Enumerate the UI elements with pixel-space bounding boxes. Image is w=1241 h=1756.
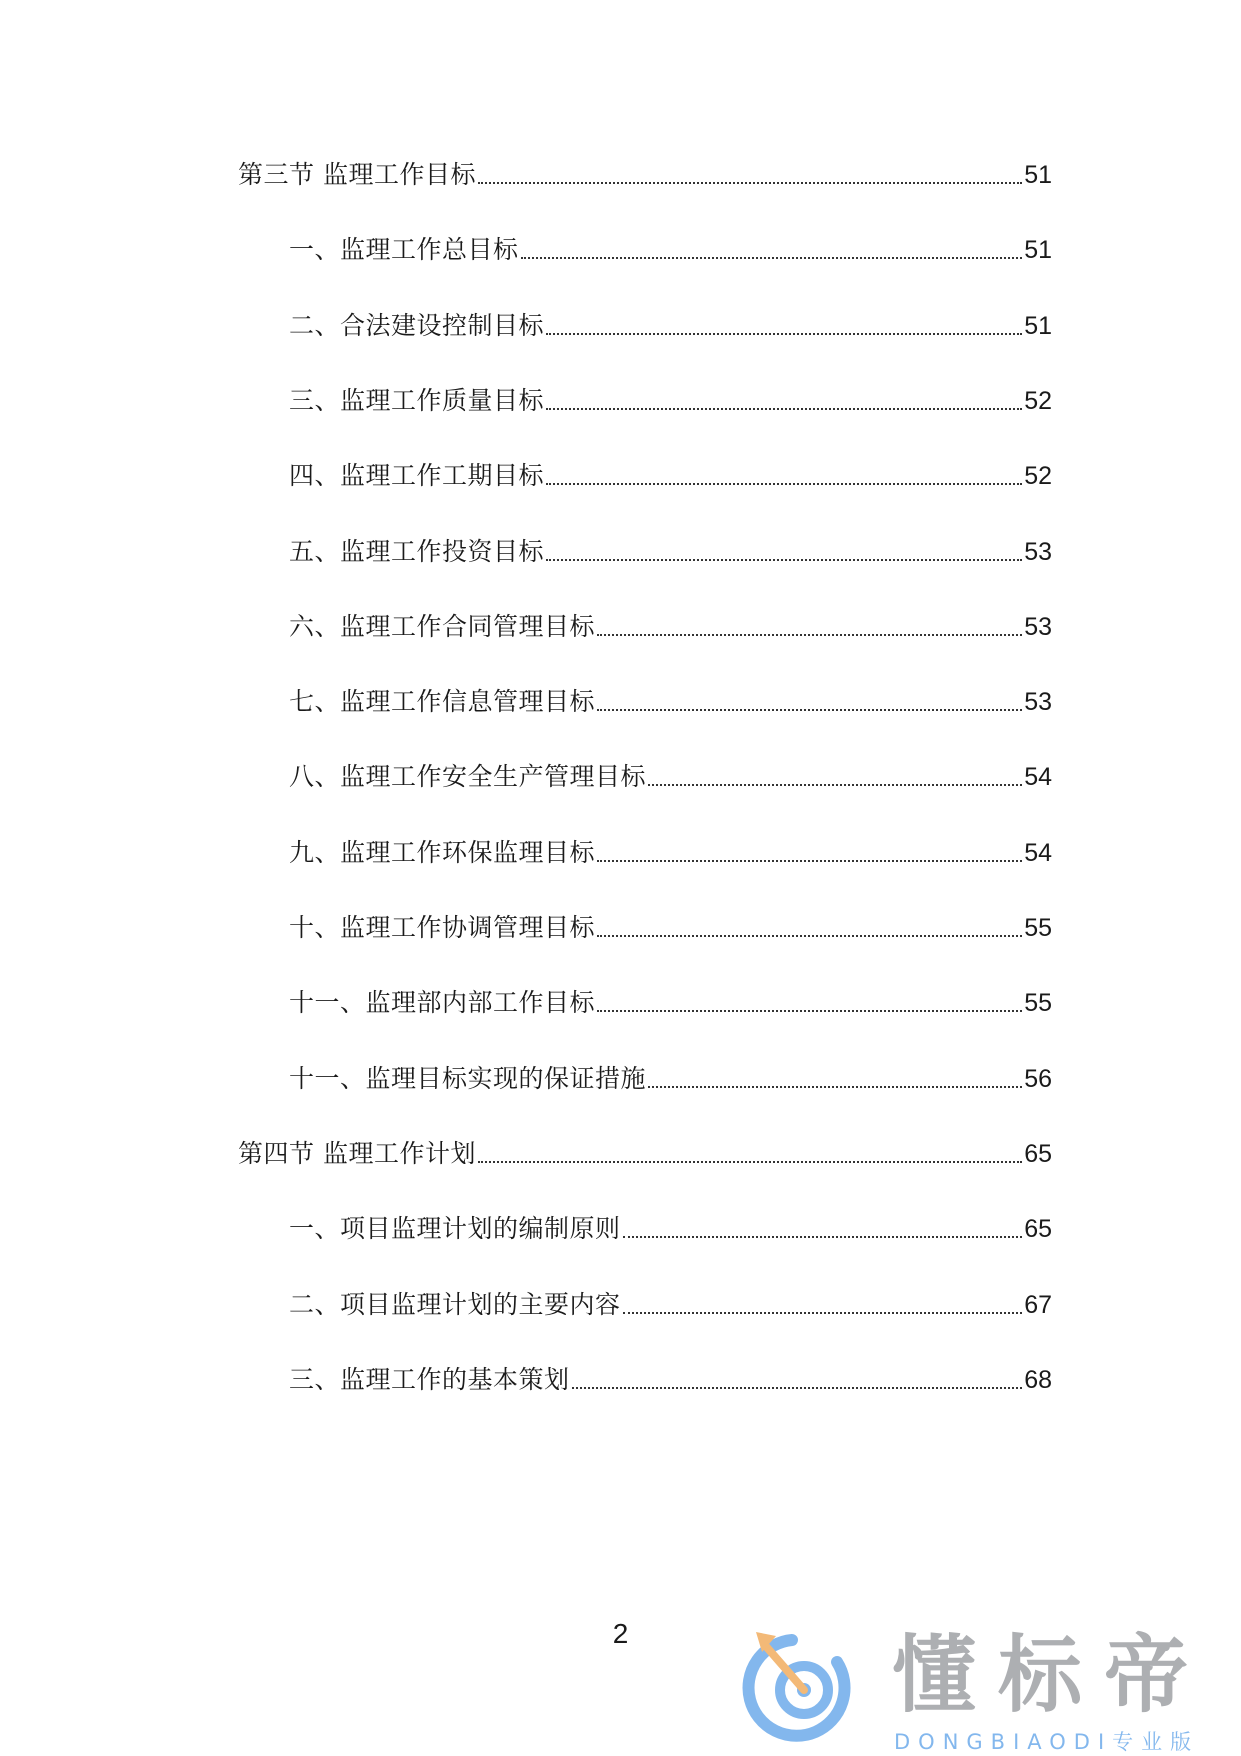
toc-entry[interactable] <box>289 1204 1052 1244</box>
toc-entry-page: 53 <box>1024 538 1052 566</box>
toc-entry-title: 八、监理工作安全生产管理目标 <box>289 762 647 791</box>
toc-entry[interactable] <box>238 1129 1052 1169</box>
toc-entry-title: 五、监理工作投资目标 <box>289 537 545 566</box>
toc-entry-page: 54 <box>1024 839 1052 867</box>
toc-entry-title: 三、监理工作的基本策划 <box>289 1365 570 1394</box>
toc-entry-page: 65 <box>1024 1215 1052 1243</box>
toc-entry[interactable] <box>289 1280 1052 1320</box>
toc-dot-leader <box>623 1312 1023 1314</box>
toc-entry-page: 67 <box>1024 1291 1052 1319</box>
toc-entry-title: 第四节 监理工作计划 <box>238 1139 476 1168</box>
watermark-subtitle: DONGBIAODI专业版 <box>894 1730 1200 1754</box>
toc-dot-leader <box>546 408 1022 410</box>
toc-entry-title: 六、监理工作合同管理目标 <box>289 612 596 641</box>
toc-entry[interactable] <box>289 451 1052 491</box>
toc-entry-page: 53 <box>1024 688 1052 716</box>
toc-dot-leader <box>597 1010 1022 1012</box>
toc-entry-page: 51 <box>1024 161 1052 189</box>
toc-dot-leader <box>546 559 1022 561</box>
toc-entry[interactable] <box>289 301 1052 341</box>
toc-entry[interactable] <box>238 150 1052 190</box>
toc-entry-page: 68 <box>1024 1366 1052 1394</box>
toc-dot-leader <box>597 860 1022 862</box>
toc-entry-page: 54 <box>1024 763 1052 791</box>
toc-entry-page: 53 <box>1024 613 1052 641</box>
toc-dot-leader <box>597 709 1022 711</box>
toc-entry[interactable] <box>289 903 1052 943</box>
toc-entry[interactable] <box>289 602 1052 642</box>
toc-entry-title: 十、监理工作协调管理目标 <box>289 913 596 942</box>
toc-entry-page: 51 <box>1024 312 1052 340</box>
toc-entry-page: 52 <box>1024 462 1052 490</box>
toc-entry[interactable] <box>289 225 1052 265</box>
toc-dot-leader <box>648 1086 1022 1088</box>
toc-entry-title: 二、合法建设控制目标 <box>289 311 545 340</box>
toc-entry-title: 一、监理工作总目标 <box>289 235 519 264</box>
watermark-brand: 懂标帝 <box>892 1626 1211 1724</box>
toc-entry-title: 十一、监理目标实现的保证措施 <box>289 1064 647 1093</box>
toc-entry[interactable] <box>289 978 1052 1018</box>
toc-dot-leader <box>597 935 1022 937</box>
toc-entry[interactable] <box>289 1355 1052 1395</box>
toc-entry-title: 一、项目监理计划的编制原则 <box>289 1214 621 1243</box>
target-arrow-icon <box>742 1622 872 1752</box>
watermark <box>742 1622 1222 1752</box>
toc-entry[interactable] <box>289 376 1052 416</box>
toc-entry[interactable] <box>289 677 1052 717</box>
toc-entry-title: 七、监理工作信息管理目标 <box>289 687 596 716</box>
page-number: 2 <box>612 1618 629 1649</box>
toc-entry-title: 四、监理工作工期目标 <box>289 461 545 490</box>
toc-entry-page: 56 <box>1024 1065 1052 1093</box>
toc-entry-page: 55 <box>1024 914 1052 942</box>
toc-dot-leader <box>597 634 1022 636</box>
toc-dot-leader <box>572 1387 1023 1389</box>
toc-dot-leader <box>478 1161 1022 1163</box>
toc-entry[interactable] <box>289 828 1052 868</box>
toc-entry-page: 52 <box>1024 387 1052 415</box>
toc-entry-title: 十一、监理部内部工作目标 <box>289 988 596 1017</box>
toc-dot-leader <box>546 483 1022 485</box>
toc-dot-leader <box>521 257 1023 259</box>
toc-entry-title: 九、监理工作环保监理目标 <box>289 838 596 867</box>
toc-entry[interactable] <box>289 1054 1052 1094</box>
toc-entry-page: 55 <box>1024 989 1052 1017</box>
toc-entry[interactable] <box>289 752 1052 792</box>
toc-entry-title: 二、项目监理计划的主要内容 <box>289 1290 621 1319</box>
toc-entry-title: 三、监理工作质量目标 <box>289 386 545 415</box>
toc-dot-leader <box>478 182 1022 184</box>
toc-dot-leader <box>623 1236 1023 1238</box>
toc-entry-title: 第三节 监理工作目标 <box>238 160 476 189</box>
toc-entry-page: 65 <box>1024 1140 1052 1168</box>
toc-dot-leader <box>648 784 1022 786</box>
toc-dot-leader <box>546 333 1022 335</box>
toc-entry[interactable] <box>289 527 1052 567</box>
toc-entry-page: 51 <box>1024 236 1052 264</box>
